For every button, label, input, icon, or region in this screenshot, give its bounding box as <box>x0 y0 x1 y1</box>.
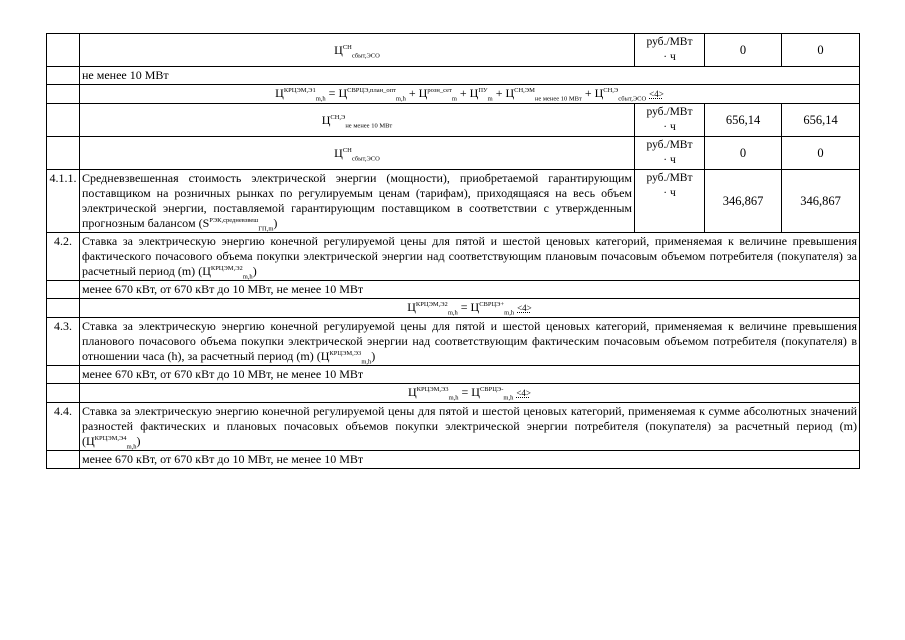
value-cell-2: 0 <box>782 137 860 170</box>
row-number: 4.3. <box>47 318 80 366</box>
power-range-cell: менее 670 кВт, от 670 кВт до 10 МВт, не менее 10 МВт <box>80 366 860 384</box>
num-cell <box>47 281 80 299</box>
num-cell <box>47 85 80 104</box>
footnote-link[interactable]: <4> <box>649 89 664 99</box>
power-range-cell: менее 670 кВт, от 670 кВт до 10 МВт, не менее 10 МВт <box>80 451 860 469</box>
table-row <box>47 67 860 85</box>
tariff-table <box>46 33 860 469</box>
value-cell-2: 346,867 <box>782 170 860 233</box>
table-row <box>47 451 860 469</box>
num-cell <box>47 451 80 469</box>
table-row <box>47 318 860 366</box>
power-range-cell: менее 670 кВт, от 670 кВт до 10 МВт, не менее 10 МВт <box>80 281 860 299</box>
table-row <box>47 403 860 451</box>
unit-cell: руб./МВт · ч <box>635 104 705 137</box>
unit-cell: руб./МВт · ч <box>635 34 705 67</box>
table-row <box>47 34 860 67</box>
num-cell <box>47 34 80 67</box>
table-row <box>47 233 860 281</box>
price-symbol: Ц <box>334 42 343 57</box>
table-row <box>47 281 860 299</box>
num-cell <box>47 384 80 403</box>
description-cell: Ставка за электрическую энергию конечной регулируемой цены для пятой и шестой ценовых категорий, применяемая к величине превышения фактического почасового объема покупки электрической энергии над соответствующим плановым почасовым объемом потребителя (покупателя) за расчетный период (m) $(Ц^{КРЦЭМ,Э2}_{m,h})$ <box>80 233 860 281</box>
description-cell: Ставка за электрическую энергию конечной регулируемой цены для пятой и шестой ценовых категорий, применяемая к сумме абсолютных значений разностей фактических и плановых почасовых объемов покупки электрической энергии потребителя (покупателя) за расчетный период (m) $(Ц^{КРЦЭМ,Э4}_{m,h})$ <box>80 403 860 451</box>
indicator-cell: $Ц^{СН}_{сбыт,ЭСО}$ <box>80 34 635 67</box>
table-row <box>47 299 860 318</box>
value-cell-2: 656,14 <box>782 104 860 137</box>
num-cell <box>47 299 80 318</box>
formula-cell <box>80 85 860 104</box>
formula: $Ц^{КРЦЭМ,Э3}_{m,h} = Ц^{СВРЦЭ-}_{m,h}$ <box>408 385 514 402</box>
description-cell: Средневзвешенная стоимость электрической энергии (мощности), приобретаемой гарантирующим поставщиком на розничных рынках по регулируемым ценам (тарифам), приходящаяся на весь объем электрической энергии, поставляемой гарантирующим поставщиком в соответствии с утвержденным прогнозным балансом $(S^{РЭК,средневзвеш}_{ГП,m})$ <box>80 170 635 233</box>
value-cell-2: 0 <box>782 34 860 67</box>
value-cell-1: 656,14 <box>705 104 782 137</box>
unit-cell: руб./МВт · ч <box>635 170 705 233</box>
table-row <box>47 104 860 137</box>
row-number: 4.4. <box>47 403 80 451</box>
num-cell <box>47 104 80 137</box>
row-number: 4.2. <box>47 233 80 281</box>
power-range-cell: не менее 10 МВт <box>80 67 860 85</box>
table-row <box>47 384 860 403</box>
formula-cell <box>80 384 860 403</box>
footnote-link[interactable]: <4> <box>517 303 532 313</box>
value-cell-1: 346,867 <box>705 170 782 233</box>
formula-cell <box>80 299 860 318</box>
value-cell-1: 0 <box>705 34 782 67</box>
description-cell: Ставка за электрическую энергию конечной регулируемой цены для пятой и шестой ценовых категорий, применяемая к величине превышения планового почасового объема покупки электрической энергии над соответствующим фактическим почасовым объемом потребителя (покупателя) в отношении часа (h), за расчетный период (m) $(Ц^{КРЦЭМ,Э3}_{m,h})$ <box>80 318 860 366</box>
table-row <box>47 170 860 233</box>
table-row <box>47 137 860 170</box>
table-row <box>47 366 860 384</box>
formula: $Ц^{КРЦЭМ,Э1}_{m,h} = Ц^{СВРЦЭ,план\_опт}_{m,h} + Ц^{розн\_сет}_m + Ц^{ПУ}_m + Ц^{СН,ЭМ}_{не менее 10 МВт} + Ц^{СН,Э}_{сбыт,ЭСО}$ <box>275 86 647 103</box>
num-cell <box>47 366 80 384</box>
row-number: 4.1.1. <box>47 170 80 233</box>
value-cell-1: 0 <box>705 137 782 170</box>
indicator-cell: $Ц^{СН}_{сбыт,ЭСО}$ <box>80 137 635 170</box>
indicator-cell: $Ц^{СН,Э}_{не менее 10 МВт}$ <box>80 104 635 137</box>
unit-cell: руб./МВт · ч <box>635 137 705 170</box>
formula: $Ц^{КРЦЭМ,Э2}_{m,h} = Ц^{СВРЦЭ+}_{m,h}$ <box>407 300 515 317</box>
footnote-link[interactable]: <4> <box>516 388 531 398</box>
num-cell <box>47 137 80 170</box>
table-row <box>47 85 860 104</box>
num-cell <box>47 67 80 85</box>
